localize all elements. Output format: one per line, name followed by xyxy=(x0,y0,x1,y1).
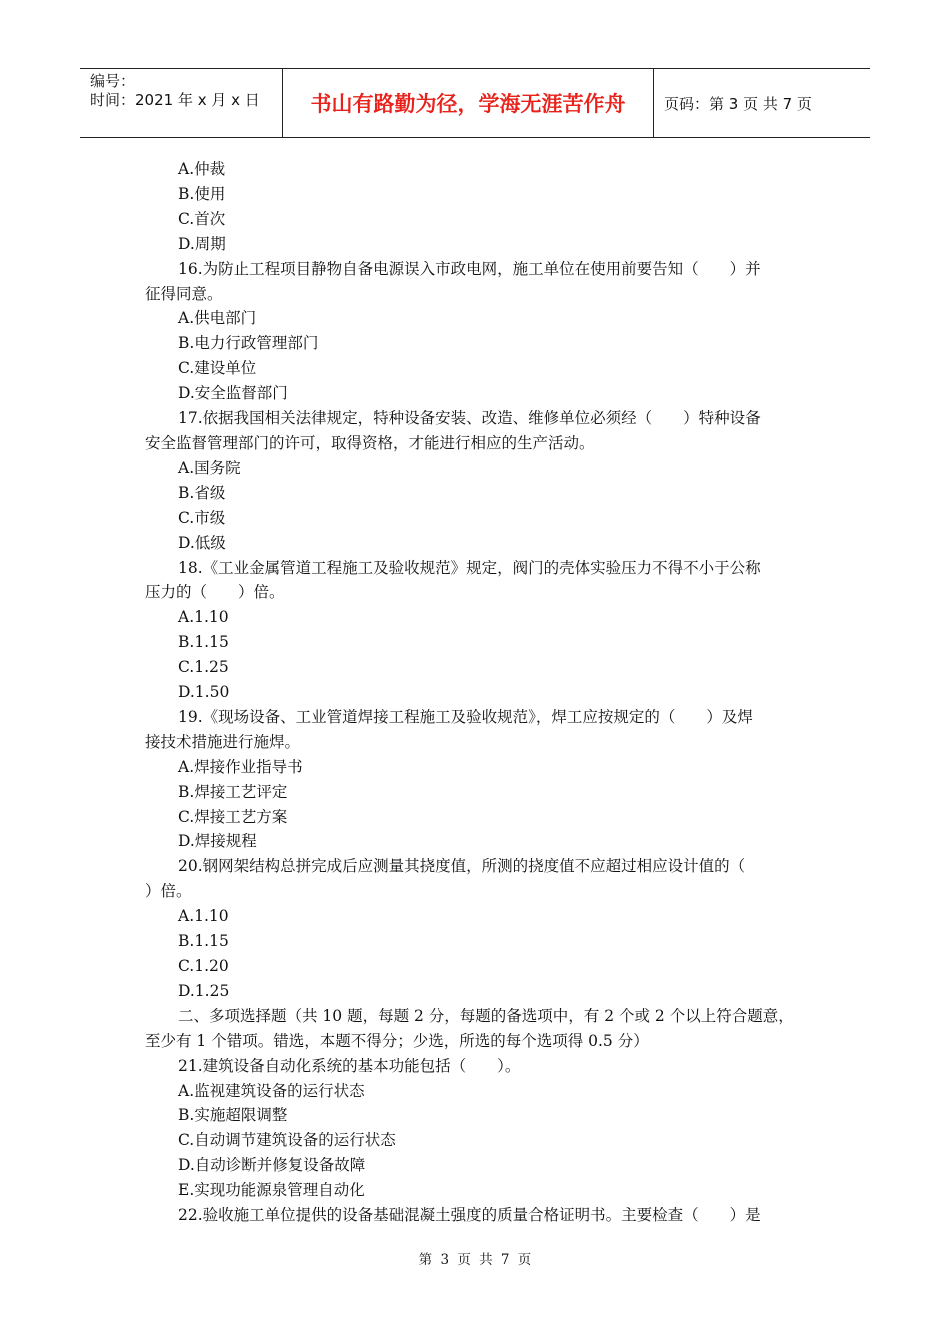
text-line: A.焊接作业指导书 xyxy=(178,757,303,776)
text-line: 20.钢网架结构总拼完成后应测量其挠度值，所测的挠度值不应超过相应设计值的（ xyxy=(178,857,746,876)
header-time-label: 时间：2021 年 x 月 x 日 xyxy=(90,91,260,109)
text-line: B.焊接工艺评定 xyxy=(178,782,288,801)
text-line: B.实施超限调整 xyxy=(178,1106,288,1125)
text-line: C.首次 xyxy=(178,209,226,228)
header-meta xyxy=(80,69,283,137)
text-line: 二、多项选择题（共 10 题，每题 2 分，每题的备选项中，有 2 个或 2 个以上符合题意， xyxy=(178,1006,794,1025)
text-line: B.1.15 xyxy=(178,633,229,652)
text-line: C.1.25 xyxy=(178,658,229,677)
text-line: D.周期 xyxy=(178,234,226,253)
text-line: 17.依据我国相关法律规定，特种设备安装、改造、维修单位必须经（ ）特种设备 xyxy=(178,409,761,428)
text-line: C.1.20 xyxy=(178,957,229,975)
text-line: 接技术措施进行施焊。 xyxy=(145,732,301,751)
text-line: B.使用 xyxy=(178,184,226,203)
text-line: 22.验收施工单位提供的设备基础混凝土强度的质量合格证明书。主要检查（ ）是 xyxy=(178,1206,761,1225)
text-line: 21.建筑设备自动化系统的基本功能包括（ ）。 xyxy=(178,1056,521,1075)
page-footer: 第 3 页 共 7 页 xyxy=(418,1252,532,1268)
text-line: 16.为防止工程项目静物自备电源误入市政电网，施工单位在使用前要告知（ ）并 xyxy=(178,259,761,278)
text-line: D.1.50 xyxy=(178,683,230,702)
text-line: 安全监督管理部门的许可，取得资格，才能进行相应的生产活动。 xyxy=(145,433,595,452)
header-number-label: 编号： xyxy=(90,72,136,90)
text-line: B.电力行政管理部门 xyxy=(178,334,319,353)
text-line: D.焊接规程 xyxy=(178,832,257,851)
header-motto: 书山有路勤为径，学海无涯苦作舟 xyxy=(283,69,654,137)
text-line: 压力的（ ）倍。 xyxy=(145,583,285,602)
text-line: 至少有 1 个错项。错选，本题不得分；少选，所选的每个选项得 0.5 分） xyxy=(145,1031,649,1050)
text-line: A.仲裁 xyxy=(178,160,226,178)
text-line: A.监视建筑设备的运行状态 xyxy=(178,1081,365,1100)
text-line: D.1.25 xyxy=(178,981,230,1000)
text-line: 18.《工业金属管道工程施工及验收规范》规定，阀门的壳体实验压力不得不小于公称 xyxy=(178,558,761,577)
text-line: C.市级 xyxy=(178,508,226,527)
text-line: D.低级 xyxy=(178,533,226,552)
text-line: E.实现功能源泉管理自动化 xyxy=(178,1181,365,1200)
text-line: B.1.15 xyxy=(178,932,229,951)
text-line: A.1.10 xyxy=(178,608,229,627)
text-line: A.国务院 xyxy=(178,458,241,477)
text-line: B.省级 xyxy=(178,483,226,502)
document-body xyxy=(145,157,817,1228)
text-line: C.建设单位 xyxy=(178,359,257,378)
text-line: A.1.10 xyxy=(178,907,229,926)
text-line: 19.《现场设备、工业管道焊接工程施工及验收规范》，焊工应按规定的（ ）及焊 xyxy=(178,707,753,726)
text-line: D.安全监督部门 xyxy=(178,384,288,403)
header-page-code: 页码：第 3 页 共 7 页 xyxy=(664,94,812,113)
text-line: C.焊接工艺方案 xyxy=(178,807,288,826)
text-line: 征得同意。 xyxy=(145,284,223,303)
text-line: D.自动诊断并修复设备故障 xyxy=(178,1156,366,1175)
text-line: C.自动调节建筑设备的运行状态 xyxy=(178,1131,396,1150)
text-line: A.供电部门 xyxy=(178,309,257,328)
text-line: ）倍。 xyxy=(145,882,192,901)
page-header xyxy=(80,68,870,138)
